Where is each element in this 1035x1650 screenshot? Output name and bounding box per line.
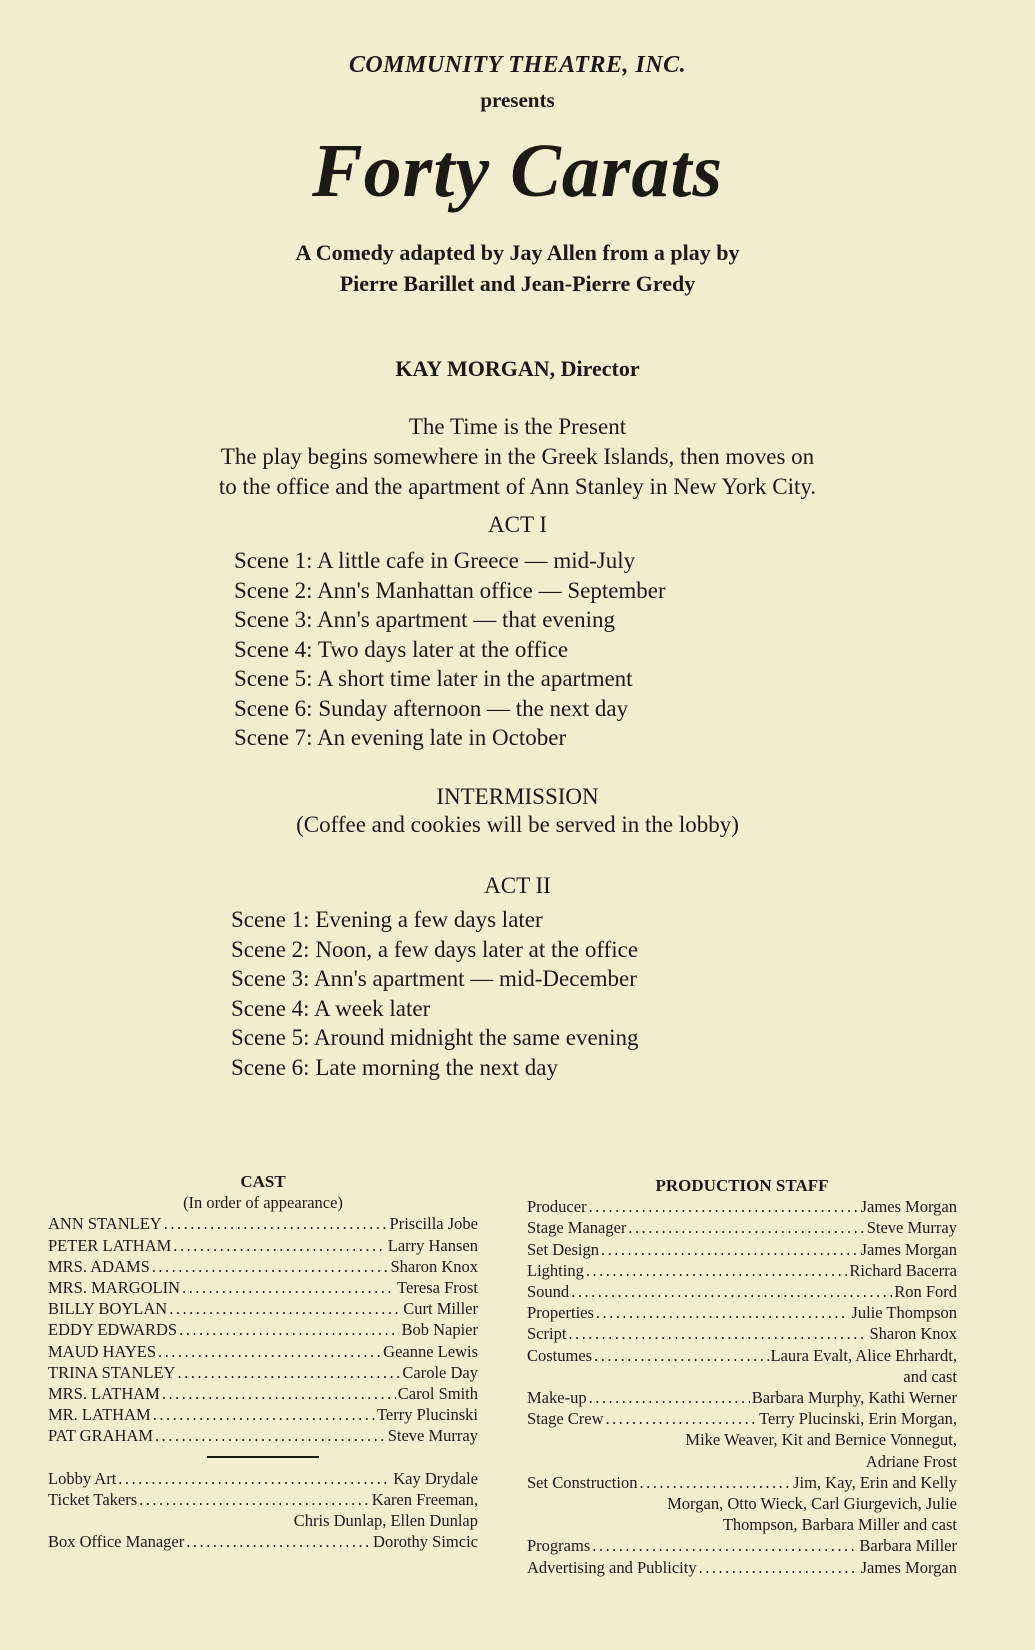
front-of-house-row <box>48 1468 478 1489</box>
credit-name: Priscilla Jobe <box>389 1214 478 1234</box>
dot-leader <box>118 1468 391 1489</box>
credit-role: MAUD HAYES <box>48 1341 157 1361</box>
dot-leader <box>639 1472 791 1493</box>
scene-number: Scene 6: <box>234 695 313 721</box>
dot-leader <box>152 1256 389 1277</box>
scene-description: A short time later in the apartment <box>317 666 633 691</box>
production-staff-list <box>527 1175 957 1578</box>
scene-number: Scene 1: <box>234 548 313 573</box>
scene-number: Scene 2: <box>231 936 310 962</box>
setting-time: The Time is the Present <box>408 414 627 439</box>
front-of-house-list <box>48 1468 478 1553</box>
credit-role: PAT GRAHAM <box>48 1426 153 1446</box>
scene-line <box>234 664 666 694</box>
scene-line <box>231 964 639 994</box>
credit-role: Box Office Manager <box>48 1532 185 1552</box>
scene-number: Scene 5: <box>231 1025 310 1050</box>
scene-description: Evening a few days later <box>315 907 543 932</box>
credit-name: James Morgan <box>860 1557 957 1577</box>
staff-row <box>527 1323 957 1344</box>
dot-leader <box>186 1531 371 1552</box>
dot-leader <box>177 1362 400 1383</box>
scene-line <box>231 1053 639 1083</box>
staff-row <box>527 1387 957 1408</box>
staff-row <box>527 1408 957 1429</box>
credit-role: Programs <box>527 1536 591 1556</box>
play-subtitle <box>0 237 1035 299</box>
scene-description: Ann's apartment — mid-December <box>314 966 637 991</box>
scene-description: Noon, a few days later at the office <box>315 936 639 962</box>
credit-name: Barbara Miller <box>859 1536 957 1556</box>
scene-description: A little cafe in Greece — mid-July <box>317 548 636 573</box>
dot-leader <box>164 1213 388 1234</box>
dot-leader <box>571 1281 892 1302</box>
cast-row <box>48 1362 478 1383</box>
dot-leader <box>589 1196 859 1217</box>
credit-role: Producer <box>527 1197 587 1217</box>
dot-leader <box>155 1425 386 1446</box>
cast-row <box>48 1319 478 1340</box>
cast-row <box>48 1235 478 1256</box>
credit-name: Sharon Knox <box>390 1256 478 1276</box>
dot-leader <box>162 1383 396 1404</box>
staff-row <box>527 1281 957 1302</box>
credit-role: Sound <box>527 1282 570 1302</box>
dot-leader <box>153 1404 375 1425</box>
cast-list <box>48 1171 478 1552</box>
scene-line <box>234 546 666 576</box>
intermission-block <box>0 783 1035 839</box>
credit-name: Bob Napier <box>401 1320 478 1340</box>
staff-row <box>527 1239 957 1260</box>
cast-row <box>48 1383 478 1404</box>
staff-heading: PRODUCTION STAFF <box>655 1176 829 1195</box>
credit-continuation: Chris Dunlap, Ellen Dunlap <box>293 1511 478 1531</box>
credit-role: TRINA STANLEY <box>48 1362 176 1382</box>
scene-line <box>234 635 666 665</box>
dot-leader <box>182 1277 395 1298</box>
dot-leader <box>173 1235 385 1256</box>
act-one-title: ACT I <box>488 512 547 537</box>
dot-leader <box>601 1239 859 1260</box>
cast-row <box>48 1256 478 1277</box>
credit-role: MRS. ADAMS <box>48 1256 150 1276</box>
dot-leader <box>606 1408 758 1429</box>
dot-leader <box>628 1217 864 1238</box>
credit-name: Teresa Frost <box>397 1278 478 1298</box>
credit-name: Barbara Murphy, Kathi Werner <box>751 1388 957 1408</box>
credit-name: Karen Freeman, <box>371 1489 478 1509</box>
scene-line <box>231 935 639 965</box>
credit-name: Carol Smith <box>397 1384 478 1404</box>
dot-leader <box>139 1489 370 1510</box>
scene-number: Scene 4: <box>234 636 313 662</box>
dot-leader <box>586 1260 848 1281</box>
dot-leader <box>169 1298 401 1319</box>
staff-row <box>527 1345 957 1366</box>
scene-line <box>234 576 666 606</box>
staff-row <box>527 1217 957 1238</box>
credit-role: Lighting <box>527 1260 584 1280</box>
intermission-note: (Coffee and cookies will be served in the lobby) <box>296 812 739 837</box>
dot-leader <box>699 1557 859 1578</box>
credit-name: Kay Drydale <box>393 1468 478 1488</box>
cast-heading: CAST <box>240 1172 286 1191</box>
staff-row <box>527 1302 957 1323</box>
credit-name: Dorothy Simcic <box>373 1532 478 1552</box>
credit-role: Make-up <box>527 1388 587 1408</box>
credit-role: Costumes <box>527 1345 593 1365</box>
cast-row <box>48 1341 478 1362</box>
scene-number: Scene 1: <box>231 907 310 932</box>
credit-name: James Morgan <box>860 1239 957 1259</box>
credit-role: Set Design <box>527 1239 599 1259</box>
presents-label: presents <box>480 88 555 112</box>
cast-row <box>48 1425 478 1446</box>
staff-row <box>527 1472 957 1493</box>
credit-role: Stage Manager <box>527 1218 627 1238</box>
cast-divider <box>207 1456 319 1458</box>
subtitle-line: A Comedy adapted by Jay Allen from a play by <box>295 240 740 265</box>
credit-name: Laura Evalt, Alice Ehrhardt, <box>770 1345 957 1365</box>
setting-block <box>0 412 1035 502</box>
credit-role: Set Construction <box>527 1472 638 1492</box>
scene-description: Around midnight the same evening <box>314 1025 639 1050</box>
credit-continuation: Morgan, Otto Wieck, Carl Giurgevich, Julie <box>667 1494 957 1514</box>
intermission-title: INTERMISSION <box>436 784 599 809</box>
front-of-house-row <box>48 1531 478 1552</box>
credit-name: Julie Thompson <box>851 1303 957 1323</box>
front-of-house-row <box>48 1489 478 1510</box>
staff-row <box>527 1196 957 1217</box>
scene-description: Ann's apartment — that evening <box>317 607 616 632</box>
credit-name: Richard Bacerra <box>849 1260 957 1280</box>
scene-description: Ann's Manhattan office — September <box>317 577 666 603</box>
credit-name: Curt Miller <box>403 1299 478 1319</box>
credit-role: Properties <box>527 1303 594 1323</box>
setting-line: The play begins somewhere in the Greek Islands, then moves on <box>220 444 815 469</box>
credit-role: Ticket Takers <box>48 1489 138 1509</box>
credit-name: Terry Plucinski <box>376 1405 478 1425</box>
scene-number: Scene 6: <box>231 1054 310 1080</box>
credit-name: Ron Ford <box>894 1282 957 1302</box>
credit-role: MRS. MARGOLIN <box>48 1278 181 1298</box>
act-one-scenes <box>234 546 666 753</box>
credit-name: Jim, Kay, Erin and Kelly <box>793 1472 957 1492</box>
credit-role: Lobby Art <box>48 1468 117 1488</box>
credit-name: Terry Plucinski, Erin Morgan, <box>759 1409 957 1429</box>
cast-row <box>48 1213 478 1234</box>
director-credit: KAY MORGAN, Director <box>395 356 640 381</box>
play-title: Forty Carats <box>311 129 724 213</box>
credit-role: Stage Crew <box>527 1409 604 1429</box>
credit-role: BILLY BOYLAN <box>48 1299 168 1319</box>
scene-line <box>231 905 639 935</box>
company-name: COMMUNITY THEATRE, INC. <box>348 52 687 78</box>
credit-role: MR. LATHAM <box>48 1405 151 1425</box>
scene-description: Late morning the next day <box>315 1054 559 1080</box>
dot-leader <box>568 1323 867 1344</box>
cast-row <box>48 1277 478 1298</box>
scene-description: Two days later at the office <box>317 636 569 662</box>
dot-leader <box>158 1341 381 1362</box>
act-two-title: ACT II <box>484 873 551 898</box>
credit-continuation: and cast <box>903 1366 957 1386</box>
credit-role: EDDY EDWARDS <box>48 1320 178 1340</box>
staff-row <box>527 1557 957 1578</box>
scene-line <box>231 994 639 1024</box>
cast-row <box>48 1298 478 1319</box>
credit-name: James Morgan <box>860 1197 957 1217</box>
credit-role: Advertising and Publicity <box>527 1557 697 1577</box>
dot-leader <box>592 1535 857 1556</box>
scene-description: Sunday afternoon — the next day <box>318 695 629 721</box>
staff-members <box>527 1196 957 1578</box>
dot-leader <box>589 1387 750 1408</box>
dot-leader <box>596 1302 850 1323</box>
subtitle-line: Pierre Barillet and Jean-Pierre Gredy <box>339 271 696 296</box>
setting-line: to the office and the apartment of Ann Stanley in New York City. <box>218 474 817 499</box>
scene-line <box>234 605 666 635</box>
scene-number: Scene 2: <box>234 577 313 603</box>
credit-name: Steve Murray <box>866 1218 957 1238</box>
act-two-scenes <box>231 905 639 1082</box>
credit-role: PETER LATHAM <box>48 1235 172 1255</box>
credit-name: Carole Day <box>402 1362 478 1382</box>
credit-continuation: Thompson, Barbara Miller and cast <box>722 1515 957 1535</box>
cast-row <box>48 1404 478 1425</box>
credit-role: MRS. LATHAM <box>48 1384 160 1404</box>
scene-line <box>234 723 666 753</box>
scene-number: Scene 3: <box>234 607 313 632</box>
scene-description: A week later <box>314 995 431 1021</box>
scene-number: Scene 3: <box>231 966 310 991</box>
credit-name: Sharon Knox <box>869 1324 957 1344</box>
scene-number: Scene 5: <box>234 666 313 691</box>
credit-continuation: Mike Weaver, Kit and Bernice Vonnegut, <box>685 1430 957 1450</box>
cast-subheading: (In order of appearance) <box>183 1193 343 1213</box>
cast-members <box>48 1213 478 1446</box>
dot-leader <box>594 1345 768 1366</box>
staff-row <box>527 1260 957 1281</box>
scene-number: Scene 7: <box>234 725 313 750</box>
dot-leader <box>179 1319 399 1340</box>
credit-continuation: Adriane Frost <box>865 1451 957 1471</box>
scene-description: An evening late in October <box>317 725 567 750</box>
scene-line <box>231 1023 639 1053</box>
credit-name: Steve Murray <box>387 1426 478 1446</box>
credit-role: ANN STANLEY <box>48 1214 162 1234</box>
staff-row <box>527 1535 957 1556</box>
scene-line <box>234 694 666 724</box>
scene-number: Scene 4: <box>231 995 310 1021</box>
credit-name: Larry Hansen <box>387 1235 478 1255</box>
credit-role: Script <box>527 1324 567 1344</box>
credit-name: Geanne Lewis <box>383 1341 478 1361</box>
